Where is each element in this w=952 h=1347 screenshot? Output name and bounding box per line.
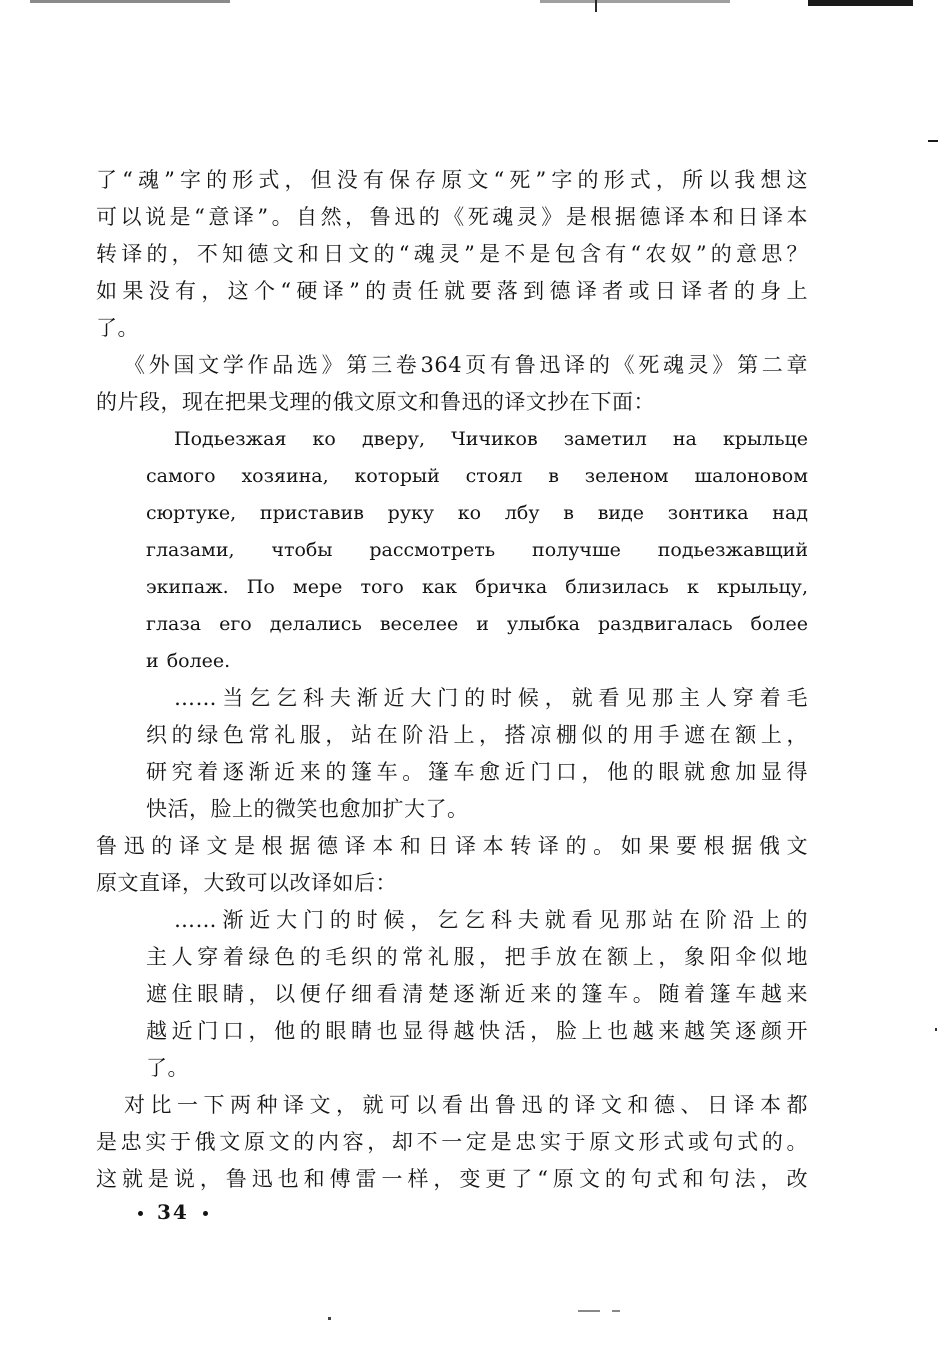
- text-line: 可以说是“意译”。自然，鲁迅的《死魂灵》是根据德译本和日译本: [96, 205, 808, 229]
- page-number: 34: [157, 1200, 189, 1224]
- quote-line: глаза его делались веселее и улыбка раздвигалась более: [146, 613, 808, 635]
- quote-line: 快活，脸上的微笑也愈加扩大了。: [146, 797, 469, 821]
- scan-artifact-edge-dash: [928, 140, 938, 142]
- paragraph-comparison: [96, 1087, 808, 1198]
- scan-artifact-top-tick: [595, 0, 597, 12]
- scan-artifact-edge-dot: [935, 1028, 937, 1031]
- scan-artifact-bottom-dot: [328, 1317, 331, 1320]
- text-line: 鲁迅的译文是根据德译本和日译本转译的。如果要根据俄文: [96, 834, 808, 858]
- text-line: 了。: [96, 316, 139, 340]
- folio-dot-right: [203, 1211, 208, 1216]
- text-line: 如果没有，这个“硬译”的责任就要落到德译者或日译者的身上: [96, 279, 808, 303]
- text-line: 是忠实于俄文原文的内容，却不一定是忠实于原文形式或句式的。: [96, 1130, 808, 1154]
- quote-line: 了。: [146, 1056, 189, 1080]
- scan-artifact-bottom-dash-small: [612, 1310, 620, 1312]
- quote-line: ……当乞乞科夫渐近大门的时候，就看见那主人穿着毛: [174, 686, 808, 710]
- folio-dot-left: [138, 1211, 143, 1216]
- scan-artifact-bottom-dash: [578, 1310, 600, 1312]
- text-line: 的片段，现在把果戈理的俄文原文和鲁迅的译文抄在下面：: [96, 390, 655, 414]
- text-line: 这就是说，鲁迅也和傅雷一样，变更了“原文的句式和句法，改: [96, 1167, 808, 1191]
- quote-line: 越近门口，他的眼睛也显得越快活，脸上也越来越笑逐颜开: [146, 1019, 808, 1043]
- quote-line: ……渐近大门的时候，乞乞科夫就看见那站在阶沿上的: [174, 908, 808, 932]
- page-number-folio: [124, 1200, 222, 1224]
- text-line: 了“魂”字的形式，但没有保存原文“死”字的形式，所以我想这: [96, 168, 808, 192]
- paragraph-intro: [96, 347, 808, 421]
- quote-line: 研究着逐渐近来的篷车。篷车愈近门口，他的眼就愈加显得: [146, 760, 808, 784]
- quote-line: и более.: [146, 650, 231, 672]
- quote-line: сюртуке, приставив руку ко лбу в виде зонтика над: [146, 502, 808, 524]
- luxun-translation-quote: [146, 680, 808, 828]
- quote-line: глазами, чтобы рассмотреть получше подьезжавщий: [146, 539, 808, 561]
- quote-line: 遮住眼睛，以便仔细看清楚逐渐近来的篷车。随着篷车越来: [146, 982, 808, 1006]
- paragraph-continuation: [96, 162, 808, 347]
- revised-translation-quote: [146, 902, 808, 1087]
- quote-line: экипаж. По мере того как бричка близилась к крыльцу,: [146, 576, 808, 598]
- scan-artifact-top-right: [808, 0, 913, 6]
- scan-artifact-top-left: [30, 0, 230, 3]
- quote-line: самого хозяина, который стоял в зеленом шалоновом: [146, 465, 808, 487]
- quote-line: 织的绿色常礼服，站在阶沿上，搭凉棚似的用手遮在额上，: [146, 723, 808, 747]
- text-line: 原文直译，大致可以改译如后：: [96, 871, 397, 895]
- text-line: 《外国文学作品选》第三卷364页有鲁迅译的《死魂灵》第二章: [124, 353, 808, 377]
- text-line: 转译的，不知德文和日文的“魂灵”是不是包含有“农奴”的意思？: [96, 242, 808, 266]
- body-text: [96, 162, 808, 1198]
- quote-line: Подьезжая ко дверу, Чичиков заметил на крыльце: [174, 428, 808, 450]
- text-line: 对比一下两种译文，就可以看出鲁迅的译文和德、日译本都: [124, 1093, 808, 1117]
- paragraph-translation-note: [96, 828, 808, 902]
- quote-line: 主人穿着绿色的毛织的常礼服，把手放在额上，象阳伞似地: [146, 945, 808, 969]
- russian-original-quote: [146, 421, 808, 680]
- scan-artifact-top-mid: [540, 0, 730, 3]
